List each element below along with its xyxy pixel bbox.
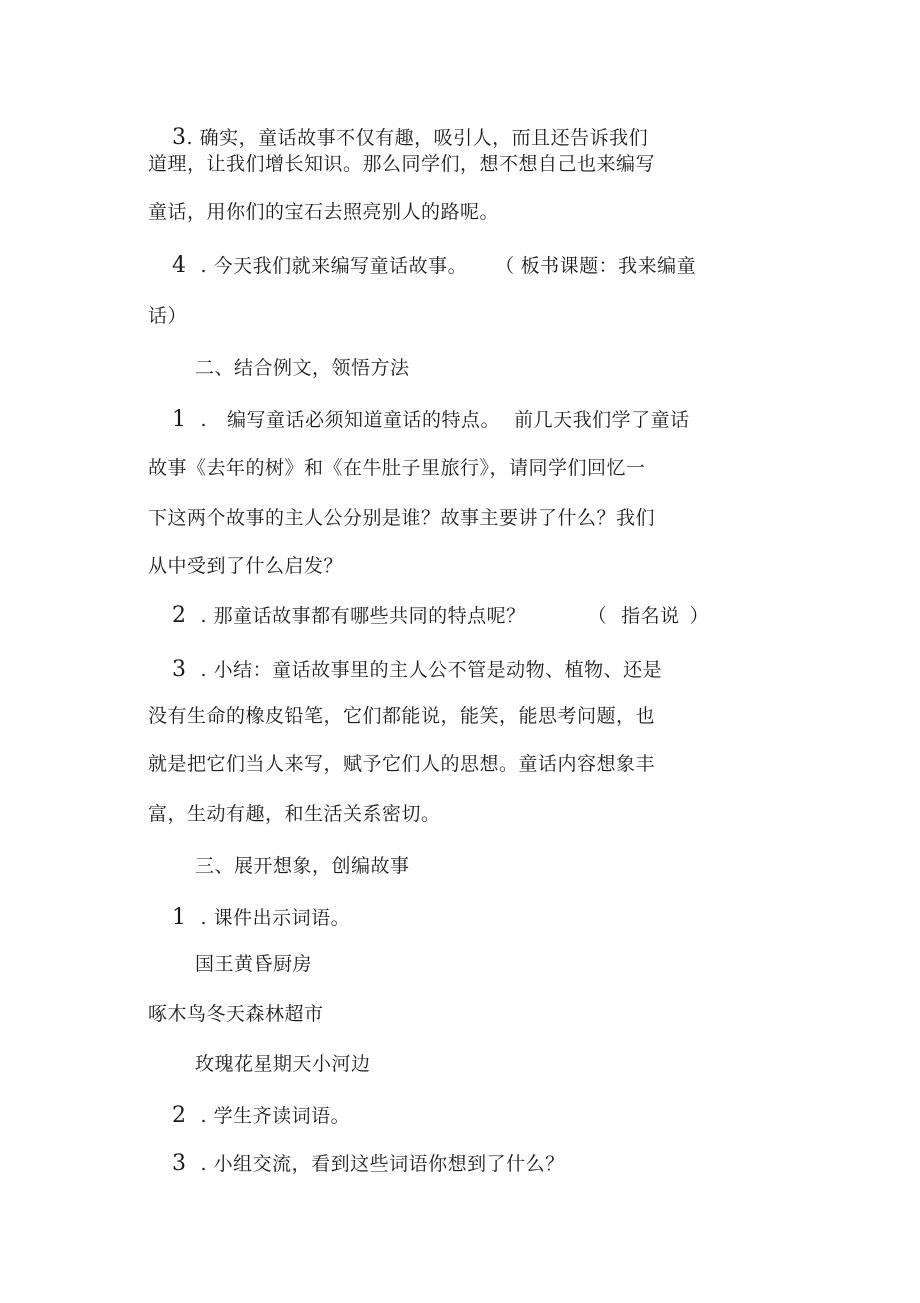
word-group-text: 玫瑰花星期天小河边 — [195, 1053, 371, 1075]
paragraph-text: 下这两个故事的主人公分别是谁？故事主要讲了什么？我们 — [148, 507, 656, 529]
paragraph-line — [148, 456, 646, 480]
heading-text: 三、展开想象，创编故事 — [195, 855, 410, 877]
item-number: 3 — [172, 1151, 187, 1176]
paragraph-text: 童话，用你们的宝石去照亮别人的路呢。 — [148, 201, 500, 223]
paragraph-line — [172, 126, 648, 150]
paragraph-text: 故事《去年的树》和《在牛肚子里旅行》，请同学们回忆一 — [148, 457, 646, 479]
paragraph-line — [172, 1104, 350, 1128]
paragraph-text: 从中受到了什么启发？ — [148, 555, 344, 577]
paragraph-text: . 那童话故事都有哪些共同的特点呢？ — [200, 605, 526, 627]
paragraph-text: 富，生动有趣，和生活关系密切。 — [148, 803, 441, 825]
paragraph-line — [148, 704, 655, 728]
paragraph-line — [148, 506, 655, 530]
note-close: ） — [689, 605, 710, 627]
paragraph-line — [172, 408, 690, 432]
paragraph-line — [172, 658, 662, 682]
note-text: 板书课题：我来编童 — [520, 255, 697, 277]
paragraph-text: 道理，让我们增长知识。那么同学们，想不想自己也来编写 — [148, 153, 656, 175]
item-number: 4 — [172, 253, 187, 278]
section-heading — [195, 854, 410, 878]
word-group-text: 啄木鸟冬天森林超市 — [148, 1003, 324, 1025]
paragraph-text: 没有生命的橡皮铅笔，它们都能说，能笑，能思考问题，也 — [148, 705, 656, 727]
paragraph-text: 前几天我们学了童话 — [514, 409, 690, 431]
paragraph-line — [148, 152, 655, 176]
paragraph-text: . 课件出示词语。 — [200, 907, 351, 929]
paragraph-text: . 今天我们就来编写童话故事。 — [200, 255, 468, 277]
paragraph-text: 编写童话必须知道童话的特点。 — [227, 409, 501, 431]
paragraph-text: 就是把它们当人来写，赋予它们人的思想。童话内容想象丰 — [148, 753, 656, 775]
paragraph-line — [148, 200, 499, 224]
paragraph-line — [148, 554, 343, 578]
item-number: 1 — [172, 905, 187, 930]
paragraph-text: . 小结：童话故事里的主人公不管是动物、植物、还是 — [200, 659, 663, 681]
word-group — [195, 1052, 371, 1076]
paragraph-line — [172, 604, 709, 628]
paragraph-line — [148, 304, 187, 328]
word-group — [148, 1002, 324, 1026]
item-number: 1 — [172, 407, 187, 432]
item-number: 2 — [172, 603, 187, 628]
note-open: （ — [587, 605, 608, 627]
item-number: 3 — [172, 657, 187, 682]
paragraph-line — [172, 254, 696, 278]
paragraph-text: . 学生齐读词语。 — [200, 1105, 351, 1127]
section-heading — [195, 356, 410, 380]
note-text: 指名说 — [621, 605, 680, 627]
item-number: 2 — [172, 1103, 187, 1128]
heading-text: 二、结合例文，领悟方法 — [195, 357, 410, 379]
word-group — [195, 952, 312, 976]
paragraph-line — [148, 752, 655, 776]
paragraph-text: . 小组交流，看到这些词语你想到了什么？ — [200, 1153, 565, 1175]
item-dot: . — [200, 409, 208, 431]
note-open: （ — [495, 255, 515, 277]
paragraph-text: 话） — [148, 305, 188, 327]
item-number: 3 — [172, 125, 187, 150]
paragraph-text: . 确实，童话故事不仅有趣，吸引人，而且还告诉我们 — [186, 127, 649, 149]
paragraph-line — [148, 802, 441, 826]
paragraph-line — [172, 1152, 565, 1176]
paragraph-line — [172, 906, 350, 930]
word-group-text: 国王黄昏厨房 — [195, 953, 313, 975]
